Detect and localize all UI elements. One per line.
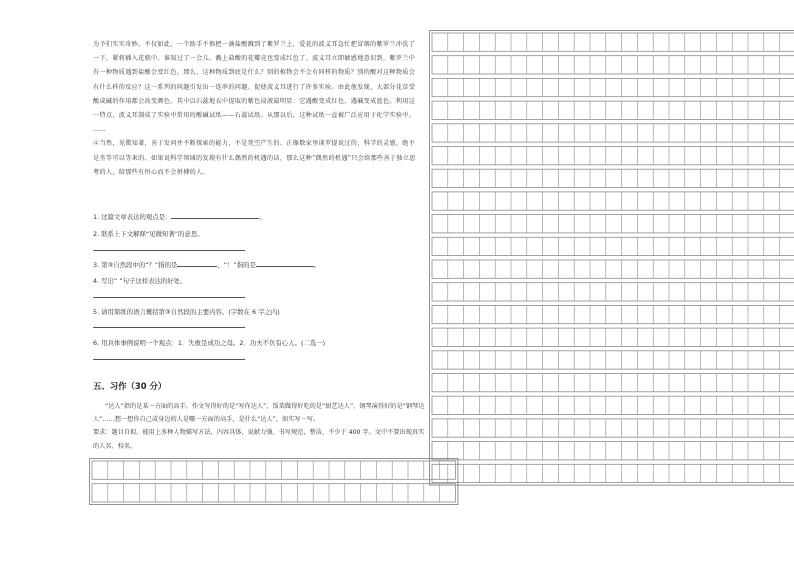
composition-prompt-paragraph-2: 要求：题目自拟。能用上多种人物描写方法，内容具体，说献力强。书写规范，整洁，不少于 400 字。文中不要出现真实的人名、校名。 bbox=[93, 429, 425, 450]
question-3-text-a: 3. 第③自然段中的“？”指的是 bbox=[93, 261, 178, 269]
question-6: 6. 用具体事例说明一个观点：1．失败是成功之母。2．功夫不负有心人。(二选一) bbox=[93, 339, 326, 347]
question-3-text-c: 。 bbox=[313, 261, 321, 269]
question-2: 2. 联系上下文解释“见微知著”的意思。 bbox=[93, 230, 204, 238]
grid-row bbox=[432, 396, 794, 414]
grid-row bbox=[432, 124, 794, 142]
grid-border bbox=[430, 31, 794, 486]
grid-row bbox=[432, 305, 794, 323]
grid-row bbox=[432, 464, 794, 482]
grid-row bbox=[432, 237, 794, 255]
passage-paragraph-4: ④当然，见微知著，善于发问并不断探索的能力，不是凭空产生的。正像数家里谈罗提说过的，科学的灵感，绝不是坐等可以等来的。如果说科学领域的发现有什么偶然的机遇的话，那么这种“偶然的机遇”只会给那些善于独立思考的人，给那些有恒心而不会拼搏的人。 bbox=[93, 140, 416, 176]
right-writing-grid[interactable] bbox=[430, 31, 794, 486]
grid-row bbox=[432, 56, 794, 74]
grid-row bbox=[432, 78, 794, 96]
grid-row bbox=[92, 484, 455, 502]
grid-row bbox=[432, 351, 794, 369]
passage-ellipsis: …… bbox=[93, 126, 106, 134]
question-3-text-b: ，“！”指的是 bbox=[217, 261, 256, 269]
passage-paragraph-3: 为予们实实奇妙。不仅如此，一个助手不慎把一滴盐酸溅到了紫罗兰上，爱花的波义耳急忙把冒烟的紫罗兰冲洗了一下，紧将插入花瓶中。谁知过了一会儿，溅上盐酸的花瓣竟也变成红色了。波义耳立即敏感地意识到，紫罗兰中有一种物质遇到盐酸会变红色。那么，这种物质到底是什么？别的植物会不会有同样的物质？别的酸对这种物质会有什么样的反应？这一系列的问题引发出一连串的问题。促使波义耳进行了许多实验。由此他发现，大部分花草受酸或碱的作用都会改变颜色。其中以石蕊地衣中提取的紫色浸液最明显：它遇酸变成红色，遇碱变成蓝色。利用这一特点，波义耳制成了实验中常用的酸碱试纸——石蕊试纸。从那以后，这种试纸一直被广泛应用于化学实验中。 bbox=[93, 41, 416, 120]
grid-row bbox=[432, 215, 794, 233]
grid-row bbox=[432, 374, 794, 392]
grid-row bbox=[432, 169, 794, 187]
question-1-text: 1. 这篇文章表达的观点是： bbox=[93, 213, 172, 221]
question-1-end: 。 bbox=[259, 213, 266, 221]
grid-row bbox=[92, 461, 455, 479]
grid-border bbox=[90, 459, 458, 505]
grid-row bbox=[432, 147, 794, 165]
grid-row bbox=[432, 283, 794, 301]
grid-row bbox=[432, 442, 794, 460]
grid-row bbox=[432, 328, 794, 346]
grid-row bbox=[432, 419, 794, 437]
question-4: 4. 写出“ ”句子这样表达的好处。 bbox=[93, 277, 187, 285]
bottom-writing-grid[interactable] bbox=[90, 459, 458, 505]
grid-row bbox=[432, 33, 794, 51]
composition-section-title: 五、习作（30 分） bbox=[93, 381, 167, 391]
grid-row bbox=[432, 101, 794, 119]
grid-row bbox=[432, 192, 794, 210]
question-5: 5. 请用简练的语言概括第③自然段的主要内容。(字数在 6 字之内) bbox=[93, 308, 280, 316]
composition-prompt-paragraph-1: “达人”指的是某一方面的高手。作文写得好的是“写作达人”，饭菜做得好吃的是“厨艺达人”，钢琴演得好的是“钢琴达人”……想一想你自己或身边的人是哪一方面的高手，是什么“达人”，如实写一写。 bbox=[93, 403, 425, 424]
grid-row bbox=[432, 260, 794, 278]
